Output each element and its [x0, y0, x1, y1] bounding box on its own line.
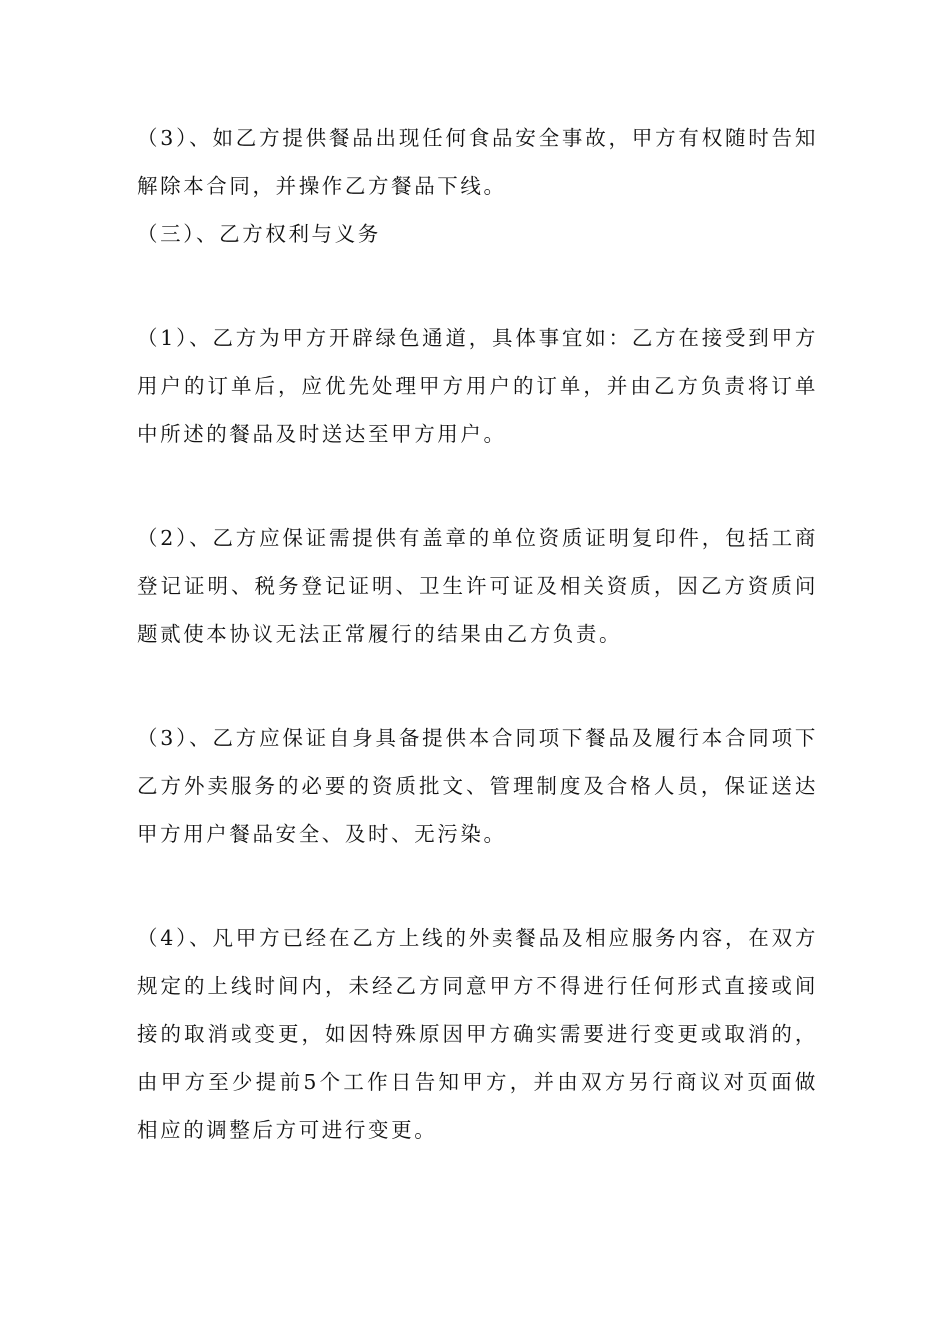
- paragraph-clause-3-safety: （3）、乙方应保证自身具备提供本合同项下餐品及履行本合同项下乙方外卖服务的必要的资质批文、管理制度及合格人员，保证送达甲方用户餐品安全、及时、无污染。: [137, 726, 818, 846]
- paragraph-clause-2-qualification: （2）、乙方应保证需提供有盖章的单位资质证明复印件，包括工商登记证明、税务登记证明、卫生许可证及相关资质，因乙方资质问题贰使本协议无法正常履行的结果由乙方负责。: [137, 526, 818, 646]
- paragraph-spacer: [137, 258, 818, 314]
- paragraph-clause-1-green-channel: （1）、乙方为甲方开辟绿色通道，具体事宜如：乙方在接受到甲方用户的订单后，应优先处理甲方用户的订单，并由乙方负责将订单中所述的餐品及时送达至甲方用户。: [137, 326, 818, 446]
- paragraph-clause-3-termination: （3）、如乙方提供餐品出现任何食品安全事故，甲方有权随时告知解除本合同，并操作乙方餐品下线。: [137, 126, 818, 198]
- paragraph-spacer: [137, 658, 818, 714]
- section-heading-party-b-rights: （三）、乙方权利与义务: [137, 222, 381, 246]
- document-body: [137, 114, 818, 1154]
- paragraph-clause-4-changes: （4）、凡甲方已经在乙方上线的外卖餐品及相应服务内容，在双方规定的上线时间内，未经乙方同意甲方不得进行任何形式直接或间接的取消或变更，如因特殊原因甲方确实需要进行变更或取消的，由甲方至少提前5个工作日告知甲方，并由双方另行商议对页面做相应的调整后方可进行变更。: [137, 926, 818, 1142]
- paragraph-spacer: [137, 458, 818, 514]
- paragraph-spacer: [137, 858, 818, 914]
